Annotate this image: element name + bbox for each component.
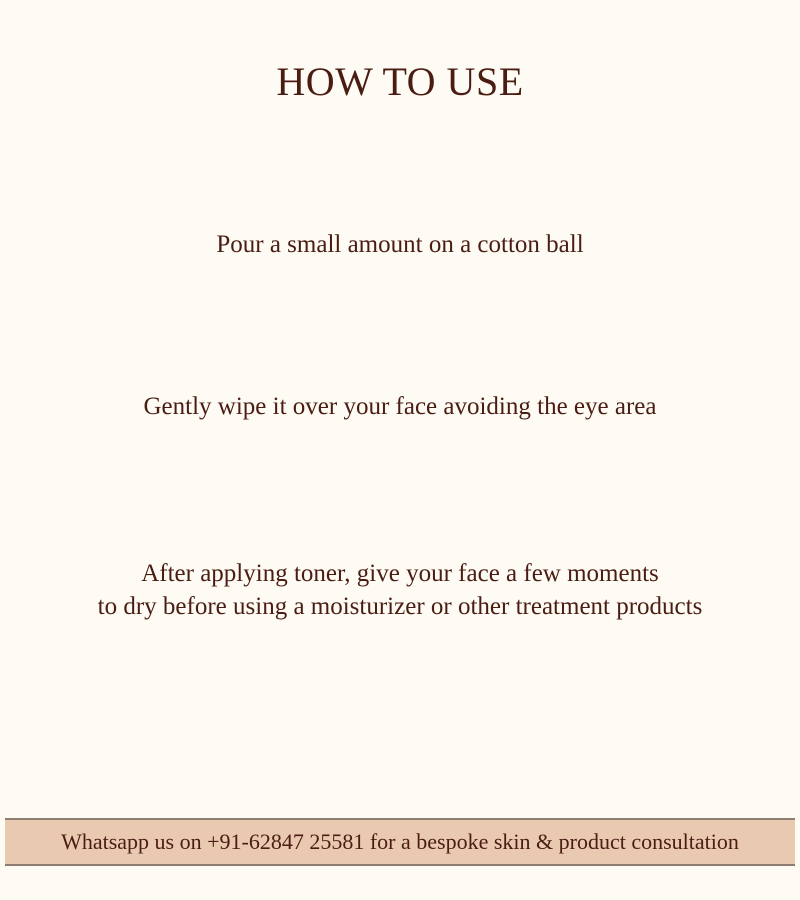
instruction-step-1-line-1: Pour a small amount on a cotton ball <box>216 231 584 258</box>
consultation-banner-text: Whatsapp us on +91-62847 25581 for a bespoke skin & product consultation <box>61 829 739 854</box>
instruction-step-1 <box>0 228 800 261</box>
instruction-step-3 <box>0 557 800 623</box>
page-title: HOW TO USE <box>276 59 524 104</box>
instruction-step-3-line-2: to dry before using a moisturizer or other treatment products <box>97 593 703 620</box>
instruction-step-2 <box>0 390 800 423</box>
consultation-banner <box>5 818 795 866</box>
instruction-step-2-line-1: Gently wipe it over your face avoiding the eye area <box>143 393 657 420</box>
instruction-step-3-line-1: After applying toner, give your face a few moments <box>141 560 659 587</box>
